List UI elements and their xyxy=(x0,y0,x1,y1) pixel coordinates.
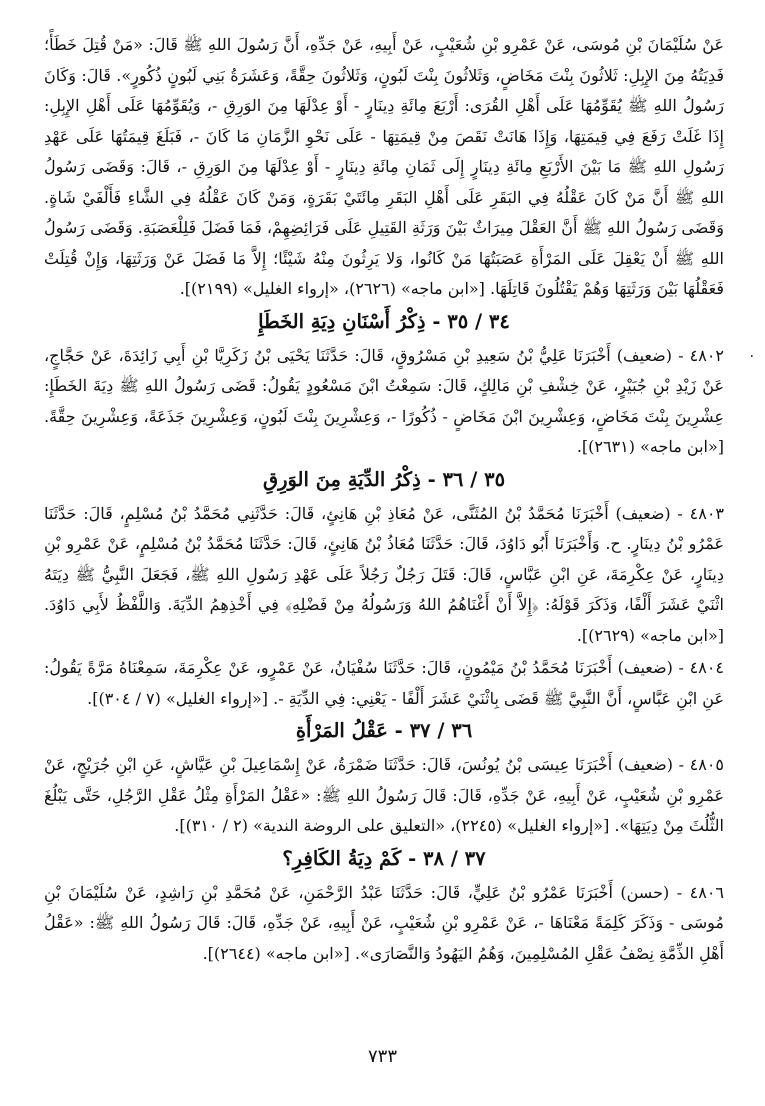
margin-mark: ٠ xyxy=(748,348,756,364)
chapter-heading-36: ٣٦ / ٣٧ - عَقْلُ المَرْأَةِ xyxy=(295,719,473,742)
chapter-heading-37: ٣٧ / ٣٨ - كَمْ دِيَةُ الكَافِرِ؟ xyxy=(282,846,486,870)
chapter-heading-34: ٣٤ / ٣٥ - ذِكْرُ أَسْنَانِ دِيَةِ الخَطَإِ xyxy=(258,309,510,333)
hadith-4802: ٤٨٠٢ - (ضعيف) أَخْبَرَنَا عَلِيُّ بْنُ سَعِيدِ بْنِ مَسْرُوقٍ، قَالَ: حَدَّثَنَا يَحْيَى بْنُ زَكَرِيَّا بْنِ أَبِي زَائِدَةَ، عَنْ حَجَّاجٍ، عَنْ زَيْدِ بْنِ جُبَيْرٍ، عَنْ خِشْفِ بْنِ مَالِكٍ، قَالَ: سَمِعْتُ ابْنَ مَسْعُودٍ يَقُولُ: قَضَى رَسُولُ اللهِ ﷺ دِيَةَ الخَطَإِ: عِشْرِينَ بِنْتَ مَخَاضٍ، وَعِشْرِينَ ابْنَ مَخَاضٍ - ذُكُورًا -، وَعِشْرِينَ بِنْتَ لَبُونٍ، وَعِشْرِينَ جَذَعَةً، وَعِشْرِينَ حِقَّةً. [«ابن ماجه» (٢٦٣١)]. xyxy=(44,345,725,456)
hadith-continuation: عَنْ سُلَيْمَانَ بْنِ مُوسَى، عَنْ عَمْرِو بْنِ شُعَيْبٍ، عَنْ أَبِيهِ، عَنْ جَدِّهِ، أَنَّ رَسُولَ اللهِ ﷺ قَالَ: «مَنْ قُتِلَ خَطَأً؛ فَدِيَتُهُ مِنَ الإِبِلِ: ثَلاثُونَ بِنْتَ مَخَاضٍ، وَثَلاثُونَ بِنْتَ لَبُونٍ، وَثَلاثُونَ حِقَّةً، وَعَشَرَةُ بَنِي لَبُونٍ ذُكُورٍ». قَالَ: وَكَانَ رَسُولُ اللهِ ﷺ يُقَوِّمُهَا عَلَى أَهْلِ القُرَى: أَرْبَعَ مِائَةِ دِينَارٍ - أَوْ عِدْلَهَا مِنَ الوَرِقِ -، وَيُقَوِّمُهَا عَلَى أَهْلِ الإِبِلِ: إِذَا غَلَتْ رَفَعَ فِي قِيمَتِهَا، وَإِذَا هَانَتْ نَقَصَ مِنْ قِيمَتِهَا - عَلَى نَحْوِ الزَّمَانِ مَا كَانَ -، فَبَلَغَ قِيمَتُهَا عَلَى عَهْدِ رَسُولِ اللهِ ﷺ مَا بَيْنَ الأَرْبَعِ مِائَةِ دِينَارٍ إِلَى ثَمَانِ مِائَةِ دِينَارٍ - أَوْ عِدْلَهَا مِنَ الوَرِقِ -، قَالَ: وَقَضَى رَسُولُ اللهِ ﷺ أَنَّ مَنْ كَانَ عَقْلُهُ فِي البَقَرِ عَلَى أَهْلِ البَقَرِ مِائَتَيْ بَقَرَةٍ، وَمَنْ كَانَ عَقْلُهُ فِي الشَّاءِ فَأَلْفَيْ شَاةٍ. وَقَضَى رَسُولُ اللهِ ﷺ أَنَّ العَقْلَ مِيرَاثٌ بَيْنَ وَرَثَةِ القَتِيلِ عَلَى فَرَائِضِهِمْ، فَمَا فَضَلَ فَلِلْعَصَبَةِ. وَقَضَى رَسُولُ اللهِ ﷺ أَنْ يَعْقِلَ عَلَى المَرْأَةِ عَصَبَتُهَا مَنْ كَانُوا، وَلا يَرِثُونَ مِنْهُ شَيْئًا؛ إِلاَّ مَا فَضَلَ عَنْ وَرَثَتِهَا، وَإِنْ قُتِلَتْ فَعَقْلُهَا بَيْنَ وَرَثَتِهَا وَهُمْ يَقْتُلُونَ قَاتِلَهَا. [«ابن ماجه» (٢٦٢٦)، «إرواء الغليل» (٢١٩٩)]. xyxy=(44,35,725,298)
hadith-4804: ٤٨٠٤ - (ضعيف) أَخْبَرَنَا مُحَمَّدُ بْنُ مَيْمُونٍ، قَالَ: حَدَّثَنَا سُفْيَانُ، عَنْ عَمْرٍو، عَنْ عِكْرِمَةَ، سَمِعْنَاهُ مَرَّةً يَقُولُ: عَنِ ابْنِ عَبَّاسٍ، أَنَّ النَّبِيَّ ﷺ قَضَى بِاثْنَيْ عَشَرَ أَلْفًا - يَعْنِي: فِي الدِّيَةِ -. [«إرواء الغليل» (٧ / ٣٠٤)]. xyxy=(44,658,724,708)
hadith-4803: ٤٨٠٣ - (ضعيف) أَخْبَرَنَا مُحَمَّدُ بْنُ المُثَنَّى، عَنْ مُعَاذِ بْنِ هَانِئٍ، قَالَ: حَدَّثَنِي مُحَمَّدُ بْنُ مُسْلِمٍ، قَالَ: حَدَّثَنَا عَمْرُو بْنُ دِينَارٍ. ح. وَأَخْبَرَنَا أَبُو دَاوُدَ، قَالَ: حَدَّثَنَا مُعَاذُ بْنُ هَانِئٍ، قَالَ: حَدَّثَنَا مُحَمَّدُ بْنُ مُسْلِمٍ، عَنْ عَمْرِو بْنِ دِينَارٍ، عَنْ عِكْرِمَةَ، عَنِ ابْنِ عَبَّاسٍ، قَالَ: قَتَلَ رَجُلٌ رَجُلاً عَلَى عَهْدِ رَسُولِ اللهِ ﷺ، فَجَعَلَ النَّبِيُّ ﷺ دِيَتَهُ اثْنَيْ عَشَرَ أَلْفًا، وَذَكَرَ قَوْلَهُ: ﴿إِلاَّ أَنْ أَغْنَاهُمُ اللهُ وَرَسُولُهُ مِنْ فَضْلِهِ﴾ فِي أَخْذِهِمُ الدِّيَةَ. وَاللَّفْظُ لأَبِي دَاوُدَ. [«ابن ماجه» (٢٦٢٩)]. xyxy=(44,503,724,645)
document-page xyxy=(44,30,724,969)
hadith-4806: ٤٨٠٦ - (حسن) أَخْبَرَنَا عَمْرُو بْنُ عَلِيٍّ، قَالَ: حَدَّثَنَا عَبْدُ الرَّحْمَنِ، عَنْ مُحَمَّدِ بْنِ رَاشِدٍ، عَنْ سُلَيْمَانَ بْنِ مُوسَى - وَذَكَرَ كَلِمَةً مَعْنَاهَا -، عَنْ عَمْرِو بْنِ شُعَيْبٍ، عَنْ أَبِيهِ، عَنْ جَدِّهِ، قَالَ: قَالَ رَسُولُ اللهِ ﷺ: «عَقْلُ أَهْلِ الذِّمَّةِ نِصْفُ عَقْلِ المُسْلِمِينَ، وَهُمُ اليَهُودُ وَالنَّصَارَى». [«ابن ماجه» (٢٦٤٤)]. xyxy=(44,882,725,963)
hadith-4805: ٤٨٠٥ - (ضعيف) أَخْبَرَنَا عِيسَى بْنُ يُونُسَ، قَالَ: حَدَّثَنَا ضَمْرَةُ، عَنْ إِسْمَاعِيلَ بْنِ عَيَّاشٍ، عَنِ ابْنِ جُرَيْجٍ، عَنْ عَمْرِو بْنِ شُعَيْبٍ، عَنْ أَبِيهِ، عَنْ جَدِّهِ، قَالَ: قَالَ رَسُولُ اللهِ ﷺ: «عَقْلُ المَرْأَةِ مِثْلُ عَقْلِ الرَّجُلِ، حَتَّى يَبْلُغَ الثُّلُثَ مِنْ دِيَتِهَا». [«إرواء الغليل» (٢٢٤٥)، «التعليق على الروضة الندية» (٢ / ٣١٠)]. xyxy=(44,755,724,835)
chapter-heading-35: ٣٥ / ٣٦ - ذِكْرُ الدِّيَةِ مِنَ الوَرِقِ xyxy=(262,467,506,491)
page-number: ٧٣٣ xyxy=(367,1046,397,1067)
